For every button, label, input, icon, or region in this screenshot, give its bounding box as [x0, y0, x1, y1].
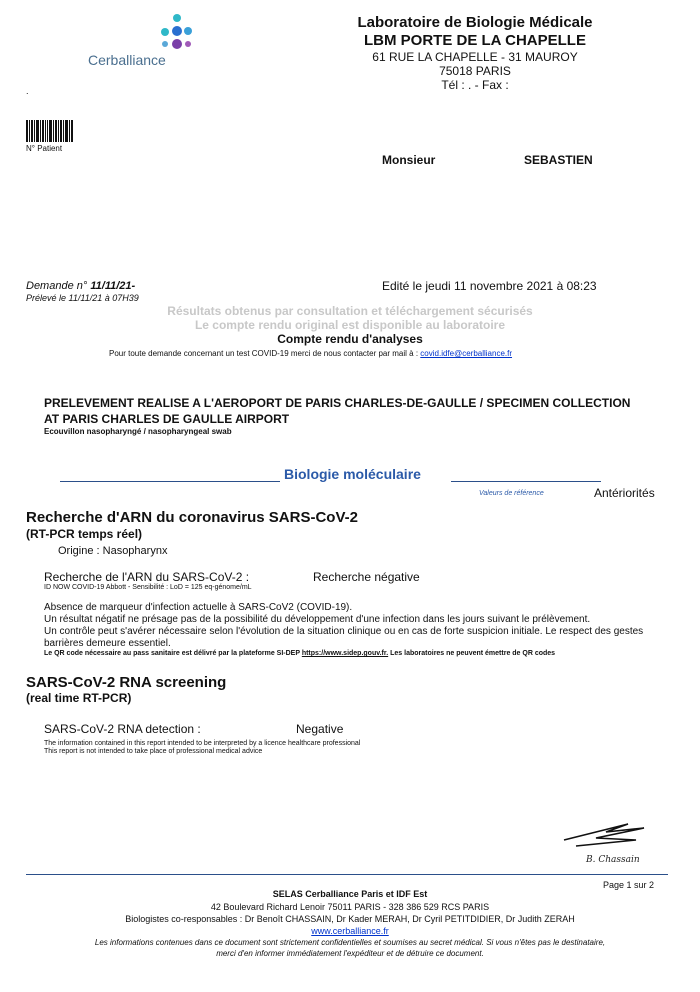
header-dot: . [26, 86, 29, 96]
reference-values-label: Valeurs de référence [479, 490, 544, 497]
lab-phone-fax: Tél : . - Fax : [441, 78, 509, 92]
qr-notice-after: Les laboratoires ne peuvent émettre de QR codes [390, 650, 556, 657]
en-test-result: Negative [296, 722, 344, 736]
covid-contact [109, 349, 512, 358]
lab-city: 75018 PARIS [439, 64, 511, 78]
test-kit-info: ID NOW COVID-19 Abbott - Sensibilité : LoD = 125 eq-génome/mL [44, 584, 252, 591]
logo-text: Cerballiance [88, 52, 166, 68]
footer-company: SELAS Cerballiance Paris et IDF Est [272, 889, 428, 899]
request-number [26, 280, 135, 292]
request-number-label: Demande n° [26, 280, 88, 292]
report-title: Compte rendu d'analyses [277, 332, 423, 346]
secure-download-notice: Résultats obtenus par consultation et téléchargement sécurisés [167, 304, 533, 318]
patient-name: SEBASTIEN [524, 153, 593, 167]
footer-website [0, 926, 700, 936]
fr-test-title: Recherche d'ARN du coronavirus SARS-CoV-2 [26, 509, 358, 526]
biologist-signature [556, 818, 651, 866]
patient-civility: Monsieur [382, 153, 436, 167]
section-rule-left [60, 481, 280, 482]
patient-barcode [26, 120, 74, 142]
sampled-date: Prélevé le 11/11/21 à 07H39 [26, 293, 139, 303]
request-number-value: 11/11/21- [90, 280, 136, 292]
section-title: Biologie moléculaire [284, 466, 421, 482]
swab-type: Ecouvillon nasopharyngé / nasopharyngeal swab [44, 427, 232, 436]
footer-address: 42 Boulevard Richard Lenoir 75011 PARIS - 328 386 529 RCS PARIS [210, 902, 490, 912]
fr-disclaimer [44, 614, 664, 650]
sampling-heading: PRELEVEMENT REALISE A L'AEROPORT DE PARIS CHARLES-DE-GAULLE / SPECIMEN COLLECTION AT PARIS CHARLES DE GAULLE AIRPORT [44, 396, 631, 426]
en-info-line1: The information contained in this report intended to be interpreted by a licence healthcare professional [44, 740, 361, 747]
footer-confidential-line1: Les informations contenues dans ce document sont strictement confidentielles et soumises au secret médical. Si vous n'êtes pas le destinataire, [94, 938, 606, 947]
footer-confidential-line2: merci d'en informer immédiatement l'expéditeur et de détruire ce document. [216, 949, 484, 958]
fr-test-subtitle: (RT-PCR temps réel) [26, 527, 143, 541]
covid-contact-text: Pour toute demande concernant un test COVID-19 merci de nous contacter par mail à : [109, 349, 419, 358]
lab-title: Laboratoire de Biologie Médicale [357, 14, 593, 31]
qr-notice-before: Le QR code nécessaire au pass sanitaire est délivré par la plateforme SI-DEP [44, 650, 300, 657]
en-test-label: SARS-CoV-2 RNA detection : [44, 722, 201, 736]
en-info-line2: This report is not intended to take place of professional medical advice [44, 748, 263, 755]
qr-code-notice [44, 650, 555, 657]
lab-name: LBM PORTE DE LA CHAPELLE [364, 32, 586, 49]
patient-number-label: N° Patient [26, 144, 63, 153]
fr-disclaimer-line1: Un résultat négatif ne présage pas de la possibilité du développement d'une infection dans les jours suivant le prélèvement. [44, 614, 591, 625]
en-test-title: SARS-CoV-2 RNA screening [26, 674, 227, 691]
section-rule-right [451, 481, 601, 482]
sidep-link[interactable]: https://www.sidep.gouv.fr. [301, 650, 389, 657]
svg-text:B. Chassain: B. Chassain [586, 855, 640, 865]
sample-origin: Origine : Nasopharynx [58, 545, 168, 557]
lab-address: 61 RUE LA CHAPELLE - 31 MAUROY [372, 50, 578, 64]
footer-rule [26, 874, 668, 875]
footer-biologists: Biologistes co-responsables : Dr Benoît CHASSAIN, Dr Kader MERAH, Dr Cyril PETITDIDIER, Dr Judith ZERAH [125, 914, 575, 924]
fr-test-result: Recherche négative [313, 570, 420, 584]
original-report-notice: Le compte rendu original est disponible au laboratoire [194, 318, 506, 332]
fr-interpretation: Absence de marqueur d'infection actuelle à SARS-CoV2 (COVID-19). [44, 602, 353, 613]
en-test-subtitle: (real time RT-PCR) [26, 691, 132, 705]
edited-date: Edité le jeudi 11 novembre 2021 à 08:23 [382, 279, 597, 293]
anteriorites-label: Antériorités [594, 486, 655, 500]
page-number: Page 1 sur 2 [603, 880, 655, 890]
footer-website-link[interactable]: www.cerballiance.fr [311, 926, 389, 936]
fr-test-label: Recherche de l'ARN du SARS-CoV-2 : [44, 570, 250, 584]
fr-disclaimer-line2: Un contrôle peut s'avérer nécessaire selon l'évolution de la situation clinique ou en cas de forte suspicion initiale. Le respect des gestes barrières demeure essentiel. [44, 626, 644, 649]
covid-contact-email-link[interactable]: covid.idfe@cerballiance.fr [420, 349, 513, 358]
